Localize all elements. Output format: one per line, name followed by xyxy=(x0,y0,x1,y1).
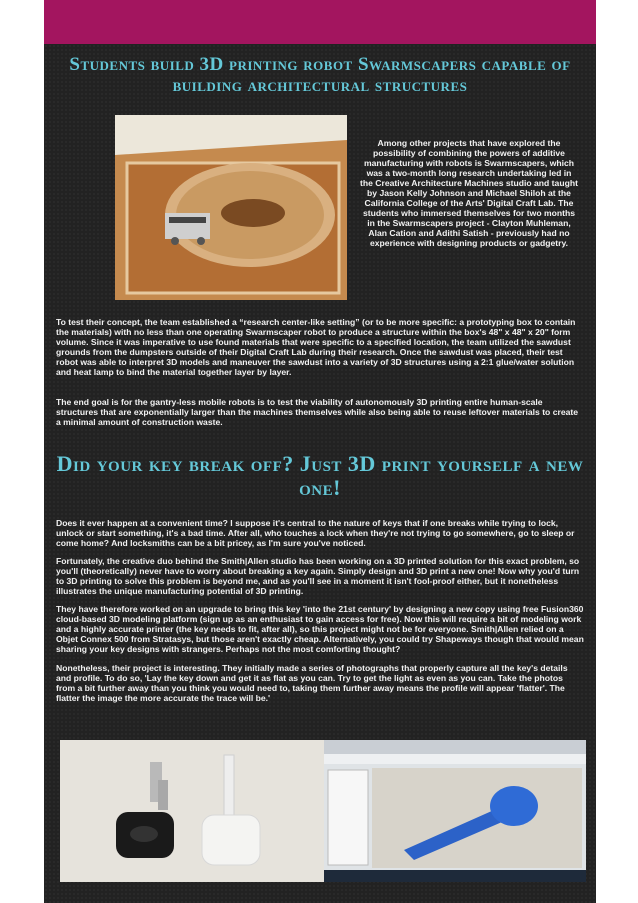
article2-paragraph-1: Does it ever happen at a convenient time? I suppose it's central to the nature of keys that if one breaks while trying to lock, unlock or start something, it's a bad time. After all, who touches a lock when they're not trying to go somewhere, go to sleep or come home? And locksmiths can be a bit pricey, as I'm sure you've noticed. xyxy=(56,518,575,548)
article2-paragraph-4: Nonetheless, their project is interesting. They initially made a series of photographs that properly capture all the key's details and profile. To do so, 'Lay the key down and get it as flat as you can. Try to get the light as even as you can. Take the photos from a bit further away than you think you would need to, taking them further away means the profile will appear 'flatter'. The flatter the image the more accurate the trace will be.' xyxy=(56,663,568,703)
article1-title: Students build 3D printing robot Swarmscapers capable of building architectural structures xyxy=(69,54,571,96)
article1-paragraph-2: The end goal is for the gantry-less mobile robots is to test the viability of autonomously 3D printing entire human-scale structures that are exponentially larger than the machines themselves while also being able to reuse leftover materials to create a minimal amount of construction waste. xyxy=(56,397,579,427)
accent-bar xyxy=(44,0,596,44)
page xyxy=(44,0,596,903)
article2-title: Did your key break off? Just 3D print yourself a new one! xyxy=(56,451,584,500)
fusion360-screenshot xyxy=(324,740,586,882)
keys-photo xyxy=(60,740,324,882)
article1-paragraph-1: To test their concept, the team established a “research center-like setting” (or to be more specific: a prototyping box to contain the materials) with no less than one operating Swarmscaper robot to produce a structure within the box's 48" x 48" x 20" form volume. Since it was imperative to use found materials that were specific to a specified location, the team utilized the sawdust grounds from the dumpsters outside of their Digital Craft Lab during their research. Once the sawdust was placed, their test robot was able to interpret 3D models and maneuver the sawdust into a variety of 3D structures using a 2:1 glue/water solution and heat lamp to bind the material together layer by layer. xyxy=(56,317,576,377)
swarmscaper-photo xyxy=(115,115,347,300)
article2-paragraph-3: They have therefore worked on an upgrade to bring this key 'into the 21st century' by designing a new copy using free Fusion360 cloud-based 3D modeling platform (sign up as an enthusiast to gain access for free). Now this will require a bit of modeling work and a highly accurate printer (the key needs to fit, after all), so this project might not be for everyone. Smith|Allen relied on a Objet Connex 500 from Stratasys, but those aren't exactly cheap. Alternatively, you could try Shapeways though that would mean sharing your key designs with strangers. Perhaps not the most comforting thought? xyxy=(56,604,584,654)
article2-paragraph-2: Fortunately, the creative duo behind the Smith|Allen studio has been working on a 3D printed solution for this exact problem, so you'll (theoretically) never have to worry about breaking a key again. Simply design and 3D print a new one! Now why you'd turn to 3D printing to solve this problem is beyond me, and as you'll see in a moment it isn't fool-proof either, but it nonetheless illustrates the unique manufacturing potential of 3D printing. xyxy=(56,556,580,596)
article1-intro: Among other projects that have explored the possibility of combining the powers of additive manufacturing with robots is Swarmscapers, which was a two-month long research undertaking led in the Creative Architecture Machines studio and taught by Jason Kelly Johnson and Michael Shiloh at the California College of the Arts' Digital Craft Lab. The students who immersed themselves for two months in the Swarmscapers project - Clayton Muhleman, Alan Cation and Adithi Satish - previously had no experience with designing products or gadgetry. xyxy=(360,138,578,248)
